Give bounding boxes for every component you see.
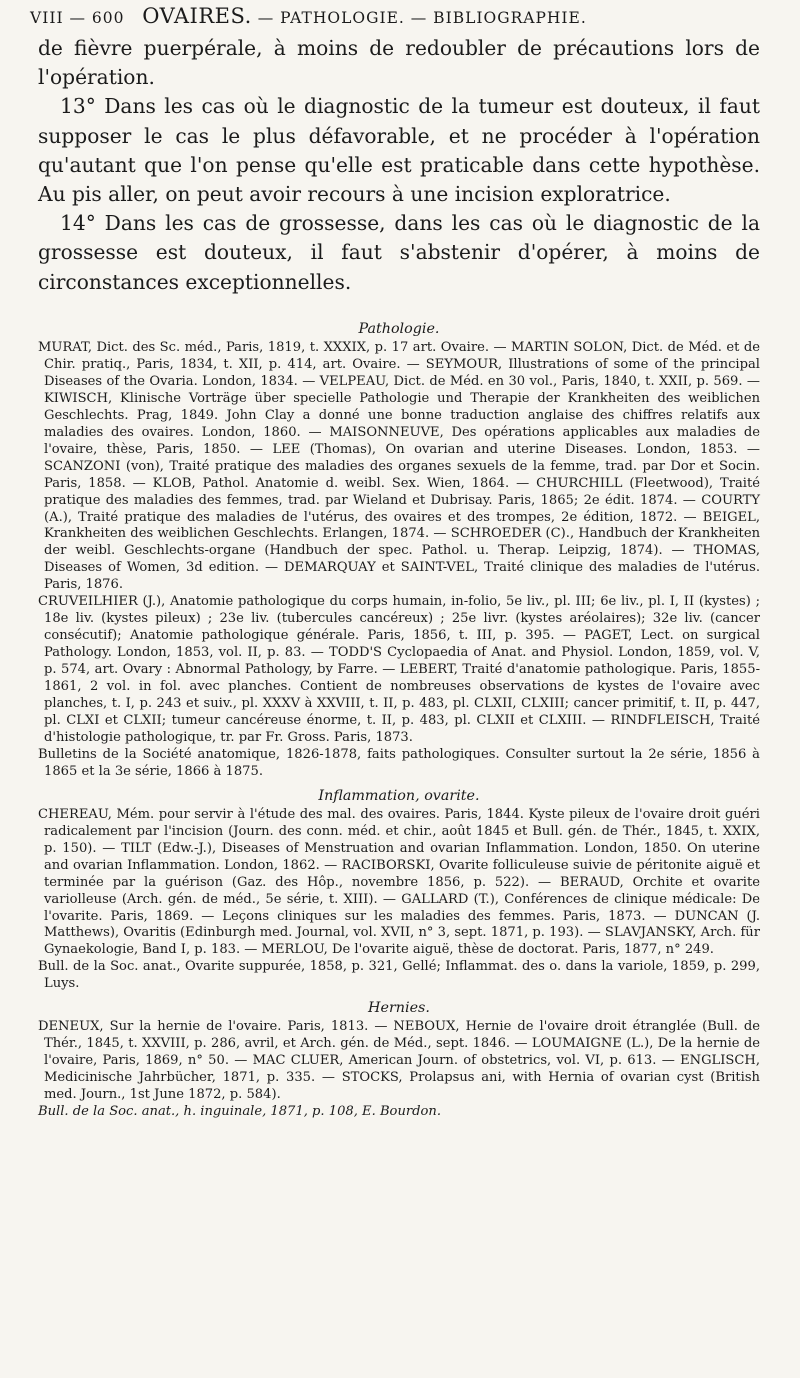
bibliography-entry: CRUVEILHIER (J.), Anatomie pathologique du corps humain, in-folio, 5e liv., pl. III; 6e liv., pl. I, II (kystes) ; 18e liv. (kystes pileux) ; 23e liv. (tubercules cancéreux) ; 25e livr. (kystes aréolaires); 32e liv. (cancer consécutif); Anatomie pathologique générale. Paris, 1856, t. III, p. 395. — PAGET, Lect. on surgical Pathology. London, 1853, vol. II, p. 83. — TODD'S Cyclopaedia of Anat. and Physiol. London, 1859, vol. V, p. 574, art. Ovary : Abnormal Pathology, by Farre. — LEBERT, Traité d'anatomie pathologique. Paris, 1855-1861, 2 vol. in fol. avec planches. Contient de nombreuses observations de kystes de l'ovaire avec planches, t. I, p. 243 et suiv., pl. XXXV à XXVIII, t. II, p. 483, pl. CLXII, CLXIII; cancer primitif, t. II, p. 447, pl. CLXI et CLXII; tumeur cancéreuse énorme, t. II, p. 483, pl. CLXII et CLXIII. — RINDFLEISCH, Traité d'histologie pathologique, tr. par Fr. Gross. Paris, 1873.: [38, 594, 760, 745]
header-title-main: OVAIRES.: [142, 4, 252, 28]
bibliography-entry: Bull. de la Soc. anat., h. inguinale, 1871, p. 108, E. Bourdon.: [38, 1104, 441, 1120]
header-title-rest: — PATHOLOGIE. — BIBLIOGRAPHIE.: [251, 9, 587, 27]
paragraph-13: 13° Dans les cas où le diagnostic de la tumeur est douteux, il faut supposer le cas le plus défavorable, et ne procéder à l'opération qu'autant que l'on pense qu'elle est praticable dans cette hypothèse. Au pis aller, on peut avoir recours à une incision exploratrice.: [38, 94, 760, 207]
paragraph-14: 14° Dans les cas de grossesse, dans les cas où le diagnostic de la grossesse est douteux, il faut s'abstenir d'opérer, à moins de circonstances exceptionnelles.: [38, 211, 760, 294]
section-heading-pathologie: Pathologie.: [358, 321, 440, 337]
section-heading-hernies: Hernies.: [368, 1000, 430, 1017]
bibliography: [38, 318, 760, 1121]
bibliography-entry: DENEUX, Sur la hernie de l'ovaire. Paris, 1813. — NEBOUX, Hernie de l'ovaire droit étranglée (Bull. de Thér., 1845, t. XXVIII, p. 286, avril, et Arch. gén. de Méd., sept. 1846. — LOUMAIGNE (L.), De la hernie de l'ovaire, Paris, 1869, n° 50. — MAC CLUER, American Journ. of obstetrics, vol. VI, p. 613. — ENGLISCH, Medicinische Jahrbücher, 1871, p. 335. — STOCKS, Prolapsus ani, with Hernia of ovarian cyst (British med. Journ., 1st June 1872, p. 584).: [38, 1019, 760, 1103]
bibliography-entry: CHEREAU, Mém. pour servir à l'étude des mal. des ovaires. Paris, 1844. Kyste pileux de l'ovaire droit guéri radicalement par l'incision (Journ. des conn. méd. et chir., août 1845 et Bull. gén. de Thér., 1845, t. XXIX, p. 150). — TILT (Edw.-J.), Diseases of Menstruation and ovarian Inflammation. London, 1850. On uterine and ovarian Inflammation. London, 1862. — RACIBORSKI, Ovarite folliculeuse suivie de péritonite aiguë et terminée par la guérison (Gaz. des Hôp., novembre 1856, p. 522). — BERAUD, Orchite et ovarite variolleuse (Arch. gén. de méd., 5e série, t. XIII). — GALLARD (T.), Conférences de clinique médicale: De l'ovarite. Paris, 1869. — Leçons cliniques sur les maladies des femmes. Paris, 1873. — DUNCAN (J. Matthews), Ovaritis (Edinburgh med. Journal, vol. XVII, n° 3, sept. 1871, p. 193). — SLAVJANSKY, Arch. für Gynaekologie, Band I, p. 183. — MERLOU, De l'ovarite aiguë, thèse de doctorat. Paris, 1877, n° 249.: [38, 806, 760, 958]
page-reference: VIII — 600: [30, 9, 125, 27]
paragraph-continuation: de fièvre puerpérale, à moins de redoubler de précautions lors de l'opération.: [38, 36, 760, 90]
running-header: [30, 4, 790, 28]
bibliography-entry: Bulletins de la Société anatomique, 1826-1878, faits pathologiques. Consulter surtout la 2e série, 1856 à 1865 et la 3e série, 1866 à 1875.: [38, 746, 760, 779]
section-heading-inflammation: Inflammation, ovarite.: [318, 787, 480, 804]
bibliography-entry: MURAT, Dict. des Sc. méd., Paris, 1819, t. XXXIX, p. 17 art. Ovaire. — MARTIN SOLON, Dict. de Méd. et de Chir. pratiq., Paris, 1834, t. XII, p. 414, art. Ovaire. — SEYMOUR, Illustrations of some of the principal Diseases of the Ovaria. London, 1834. — VELPEAU, Dict. de Méd. en 30 vol., Paris, 1840, t. XXII, p. 569. — KIWISCH, Klinische Vorträge über specielle Pathologie und Therapie der Krankheiten des weiblichen Geschlechts. Prag, 1849. John Clay a donné une bonne traduction anglaise des chiffres relatifs aux maladies des ovaires. London, 1860. — MAISONNEUVE, Des opérations applicables aux maladies de l'ovaire, thèse, Paris, 1850. — LEE (Thomas), On ovarian and uterine Diseases. London, 1853. — SCANZONI (von), Traité pratique des maladies des organes sexuels de la femme, trad. par Dor et Socin. Paris, 1858. — KLOB, Pathol. Anatomie d. weibl. Sex. Wien, 1864. — CHURCHILL (Fleetwood), Traité pratique des maladies des femmes, trad. par Wieland et Dubrisay. Paris, 1865; 2e édit. 1874. — COURTY (A.), Traité pratique des maladies de l'utérus, des ovaires et des trompes, 2e édition, 1872. — BEIGEL, Krankheiten des weiblichen Geschlechts. Erlangen, 1874. — SCHROEDER (C)., Handbuch der Krankheiten der weibl. Geschlechts-organe (Handbuch der spec. Pathol. u. Therap. Leipzig, 1874). — THOMAS, Diseases of Women, 3d edition. — DEMARQUAY et SAINT-VEL, Traité clinique des maladies de l'utérus. Paris, 1876.: [38, 340, 760, 593]
main-text: [38, 34, 760, 297]
bibliography-entry: Bull. de la Soc. anat., Ovarite suppurée, 1858, p. 321, Gellé; Inflammat. des o. dans la variole, 1859, p. 299, Luys.: [38, 959, 760, 992]
